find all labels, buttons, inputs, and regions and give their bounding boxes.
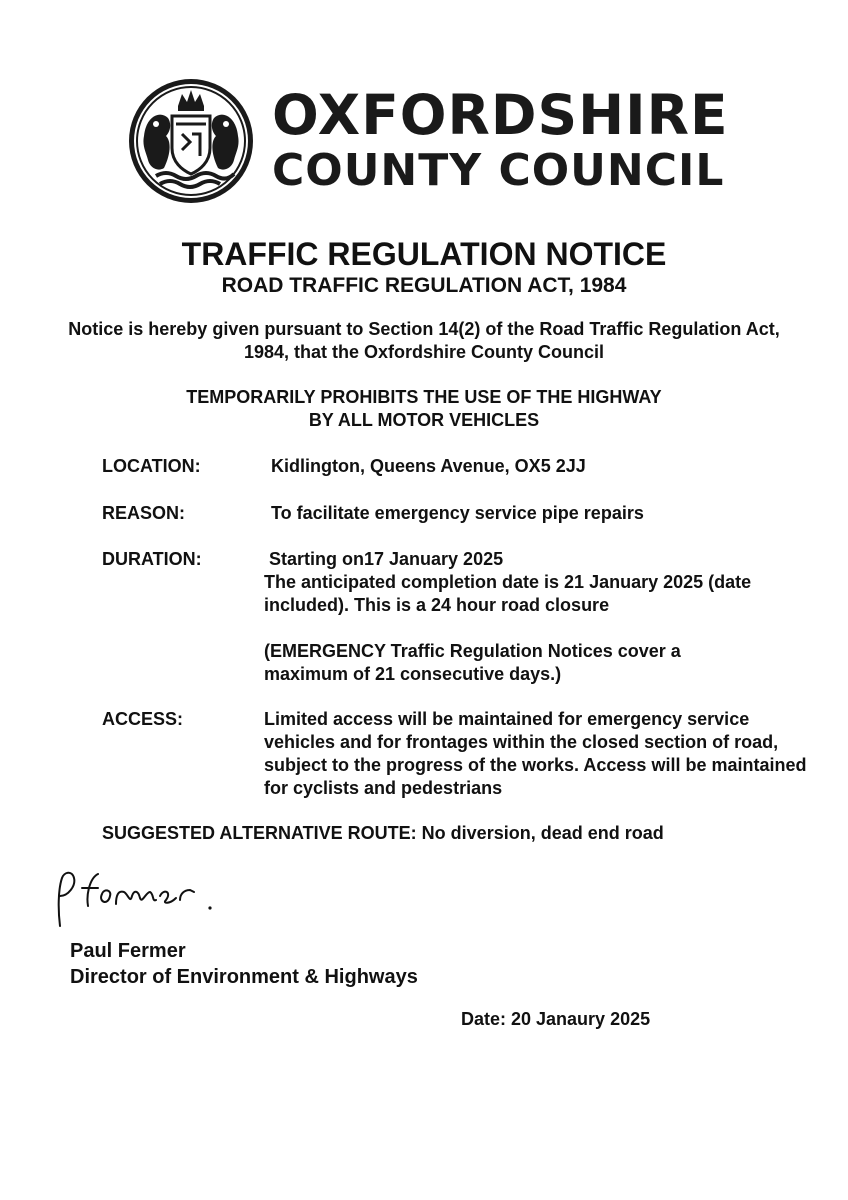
location-value: Kidlington, Queens Avenue, OX5 2JJ [271, 456, 586, 476]
notice-subtitle: ROAD TRAFFIC REGULATION ACT, 1984 [221, 274, 627, 297]
signer-title: Director of Environment & Highways [70, 966, 418, 988]
prohibition-line2: BY ALL MOTOR VEHICLES [308, 410, 540, 430]
location-label: LOCATION: [102, 456, 201, 476]
duration-note: (EMERGENCY Traffic Regulation Notices cover a maximum of 21 consecutive days.) [264, 641, 681, 684]
notice-date: Date: 20 Janaury 2025 [461, 1009, 651, 1029]
access-value: Limited access will be maintained for emergency service vehicles and for frontages within the closed section of road, subject to the progress of the works. Access will be maintained for cyclists and pedestrians [264, 709, 807, 798]
logo-line2: COUNTY COUNCIL [272, 145, 725, 196]
signer-name: Paul Fermer [70, 940, 186, 962]
notice-title: TRAFFIC REGULATION NOTICE [181, 236, 667, 272]
prohibition-statement [60, 386, 788, 432]
reason-label: REASON: [102, 503, 186, 523]
reason-value: To facilitate emergency service pipe repairs [271, 503, 644, 523]
duration-value [264, 548, 764, 686]
county-crest-icon [126, 76, 256, 206]
council-logo [126, 76, 729, 208]
prohibition-line1: TEMPORARILY PROHIBITS THE USE OF THE HIGHWAY [186, 387, 662, 407]
alternative-route: SUGGESTED ALTERNATIVE ROUTE: No diversion, dead end road [102, 823, 664, 843]
intro-paragraph: Notice is hereby given pursuant to Section 14(2) of the Road Traffic Regulation Act, 1984, that the Oxfordshire County Council [68, 319, 780, 362]
duration-label: DURATION: [102, 549, 202, 569]
access-label: ACCESS: [102, 709, 184, 729]
logo-line1: OXFORDSHIRE [272, 83, 729, 147]
duration-start: Starting on17 January 2025 [269, 549, 504, 569]
handwritten-signature-icon [52, 866, 222, 932]
duration-completion: The anticipated completion date is 21 January 2025 (date included). This is a 24 hour road closure [264, 572, 752, 615]
